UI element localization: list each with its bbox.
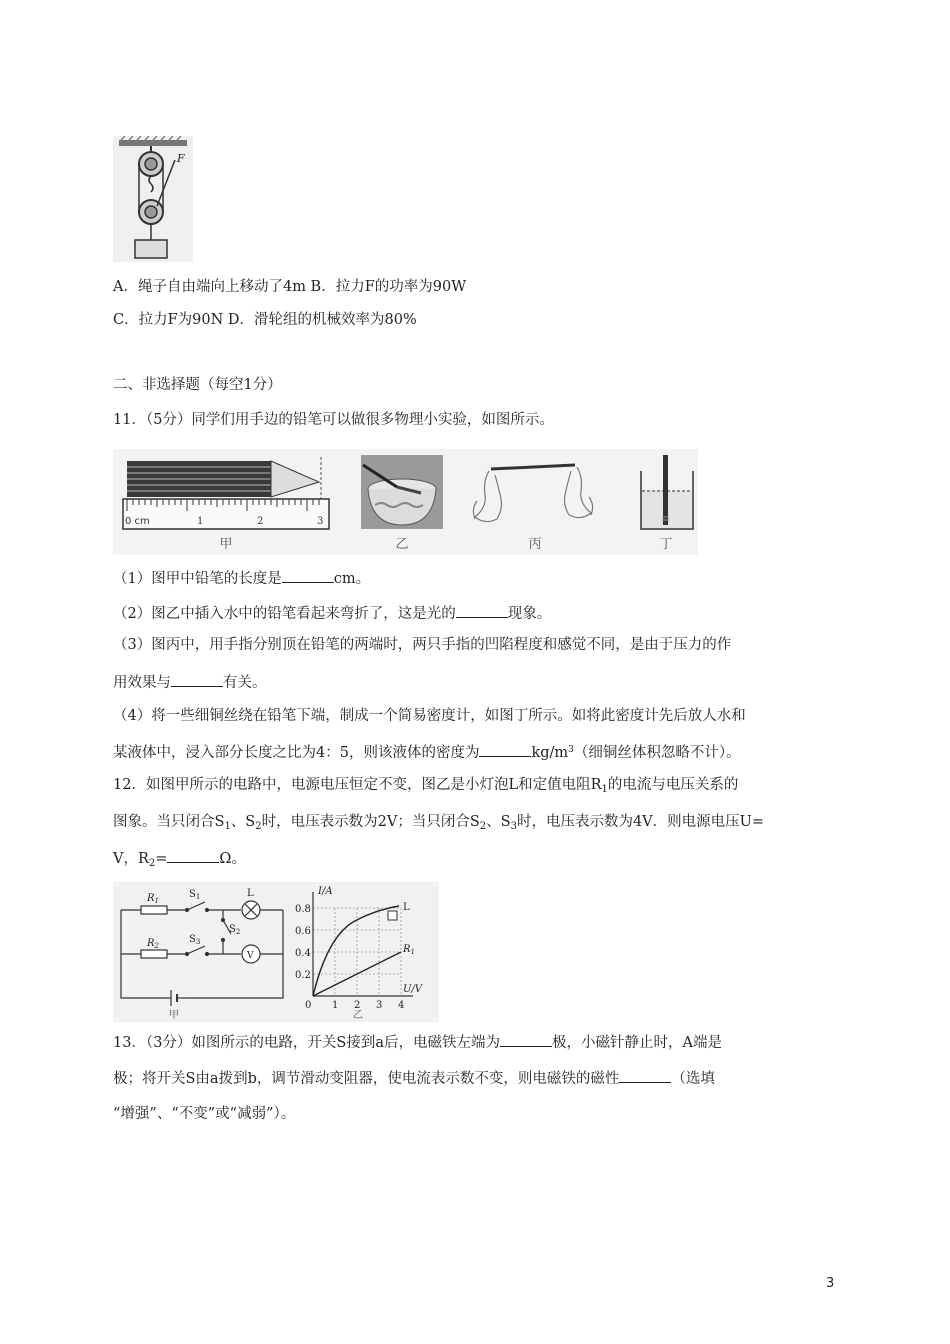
voltmeter-label: V (247, 951, 254, 961)
caption-ding: 丁 (659, 537, 673, 552)
pencil-experiments-figure (113, 449, 698, 555)
s3-label: $S_3$ (189, 934, 201, 946)
ruler-mark-1: 1 (197, 516, 204, 527)
q13-line1: 13．（3分）如图所示的电路，开关S接到a后，电磁铁左端为 极，小磁针静止时，A端是 (113, 1032, 722, 1053)
caption-circuit: 甲 (169, 1010, 179, 1021)
r2-label: $R_2$ (147, 938, 159, 950)
s2-label: $S_2$ (229, 924, 241, 936)
page-number: 3 (826, 1276, 835, 1291)
answer-blank[interactable] (619, 1068, 671, 1083)
q12-line3: V，$R_2= \Omega$。 (113, 848, 246, 869)
ytick: 0.8 (295, 904, 311, 915)
circuit-and-graph-figure (113, 882, 439, 1022)
answer-blank[interactable] (479, 742, 531, 757)
caption-graph: 乙 (353, 1010, 363, 1021)
q11-part3-line1: （3）图丙中，用手指分别顶在铅笔的两端时，两只手指的凹陷程度和感觉不同，是由于压力的作 (113, 637, 732, 653)
q11-part3-line2: 用效果与 有关。 (113, 672, 267, 693)
bowl-pencil-photo (361, 455, 443, 529)
answer-blank[interactable] (167, 848, 219, 863)
pulley-figure (113, 136, 193, 262)
section-heading: 二、非选择题（每空1分） (113, 377, 282, 393)
lamp-label: L (247, 888, 254, 899)
origin-label: 0 (305, 1000, 312, 1011)
q13-line2: 极；将开关S由a拨到b，调节滑动变阻器，使电流表示数不变，则电磁铁的磁性 （选填 (113, 1068, 715, 1089)
ytick: 0.4 (295, 948, 311, 959)
answer-blank[interactable] (456, 603, 508, 618)
q12-line2: 图象。当只闭合$S_1$、$S_2$时，电压表示数为2V；当只闭合$S_2$、$S_3$时，电压表示数为4V．则电源电压U= (113, 814, 765, 832)
xtick: 3 (376, 1000, 383, 1011)
y-axis-label: I/A (318, 886, 333, 897)
ruler-zero-label: 0 cm (125, 516, 150, 527)
lamp-curve-label: L (403, 902, 410, 913)
r1-label: $R_1$ (147, 893, 159, 905)
caption-jia: 甲 (219, 537, 233, 552)
q13-line3: “增强”、“不变”或“减弱”）。 (113, 1106, 296, 1122)
force-label: F (177, 152, 185, 165)
q12-line1: 12．如图甲所示的电路中，电源电压恒定不变，图乙是小灯泡L和定值电阻$R_1$的电流与电压关系的 (113, 777, 739, 795)
q10-options-line2: C．拉力F为90N D．滑轮组的机械效率为80% (113, 312, 417, 328)
xtick: 4 (398, 1000, 405, 1011)
s1-label: $S_1$ (189, 889, 201, 901)
xtick: 1 (332, 1000, 339, 1011)
answer-blank[interactable] (282, 568, 334, 583)
q11-stem: 11．（5分）同学们用手边的铅笔可以做很多物理小实验，如图所示。 (113, 412, 554, 428)
x-axis-label: U/V (403, 984, 423, 995)
ruler-mark-3: 3 (317, 516, 324, 527)
resistor-line-label: $R_1$ (403, 944, 415, 956)
q11-part4-line1: （4）将一些细铜丝绕在铅笔下端，制成一个简易密度计，如图丁所示。如将此密度计先后放人水和 (113, 708, 746, 724)
caption-bing: 丙 (528, 537, 542, 552)
answer-blank[interactable] (171, 672, 223, 687)
ruler-mark-2: 2 (257, 516, 264, 527)
ytick: 0.2 (295, 970, 311, 981)
ytick: 0.6 (295, 926, 311, 937)
q11-part2: （2）图乙中插入水中的铅笔看起来弯折了，这是光的 现象。 (113, 603, 551, 624)
caption-yi: 乙 (395, 537, 409, 552)
q11-part4-line2: 某液体中，浸入部分长度之比为4：5，则该液体的密度为 $kg/m^3$（细铜丝体积忽略不计）。 (113, 742, 741, 763)
q11-part1: （1）图甲中铅笔的长度是 cm。 (113, 568, 370, 589)
xtick: 2 (354, 1000, 361, 1011)
answer-blank[interactable] (500, 1032, 552, 1047)
q10-options-line1: A．绳子自由端向上移动了4m B．拉力F的功率为90W (113, 279, 467, 295)
